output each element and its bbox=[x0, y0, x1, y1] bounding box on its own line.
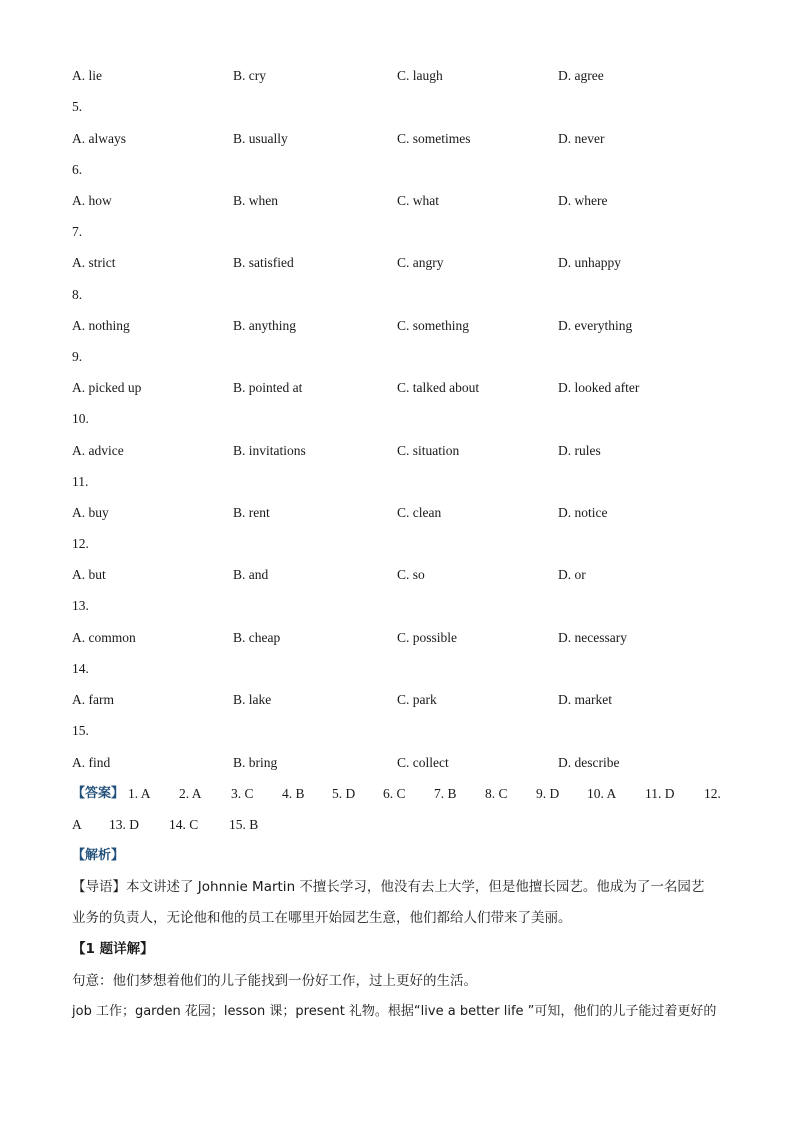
analysis-tag: 【解析】 bbox=[72, 848, 125, 863]
answer-key-line-1 bbox=[72, 783, 732, 805]
detail-heading: 【1 题详解】 bbox=[72, 941, 154, 957]
option-d: D. describe bbox=[558, 755, 620, 770]
option-b: B. cheap bbox=[233, 630, 281, 645]
question-6-options bbox=[0, 191, 680, 211]
option-d: D. unhappy bbox=[558, 255, 621, 270]
answer-item: 3. C bbox=[231, 786, 254, 801]
option-b: B. usually bbox=[233, 131, 288, 146]
option-d: D. notice bbox=[558, 505, 608, 520]
question-number: 13. bbox=[72, 598, 89, 613]
answer-item: 10. A bbox=[587, 786, 617, 801]
option-a: A. find bbox=[72, 755, 111, 770]
question-9-options bbox=[0, 378, 680, 398]
question-number: 14. bbox=[72, 661, 89, 676]
intro-line-1 bbox=[72, 876, 704, 898]
option-c: C. talked about bbox=[397, 380, 480, 395]
detail-line-1: 句意：他们梦想着他们的儿子能找到一份好工作，过上更好的生活。 bbox=[72, 973, 477, 989]
option-c: C. laugh bbox=[397, 68, 443, 83]
option-c: C. sometimes bbox=[397, 131, 471, 146]
answer-item: 9. D bbox=[536, 786, 560, 801]
question-number: 11. bbox=[72, 474, 89, 489]
answer-item: 8. C bbox=[485, 786, 508, 801]
question-number: 5. bbox=[72, 99, 83, 114]
option-c: C. possible bbox=[397, 630, 458, 645]
option-d: D. rules bbox=[558, 443, 601, 458]
answer-item: 11. D bbox=[645, 786, 675, 801]
option-a: A. nothing bbox=[72, 318, 130, 333]
answer-item: 14. C bbox=[169, 817, 199, 832]
answer-item: 13. D bbox=[109, 817, 139, 832]
answer-item: 6. C bbox=[383, 786, 406, 801]
option-d: D. agree bbox=[558, 68, 604, 83]
question-11-options bbox=[0, 503, 680, 523]
option-b: B. anything bbox=[233, 318, 296, 333]
option-d: D. everything bbox=[558, 318, 633, 333]
option-d: D. necessary bbox=[558, 630, 627, 645]
option-a: A. picked up bbox=[72, 380, 142, 395]
option-d: D. where bbox=[558, 193, 608, 208]
intro-text: 本文讲述了 Johnnie Martin 不擅长学习，他没有去上大学，但是他擅长园艺。他成为了一名园艺 bbox=[126, 879, 705, 895]
option-a: A. strict bbox=[72, 255, 116, 270]
option-c: C. clean bbox=[397, 505, 442, 520]
option-c: C. what bbox=[397, 193, 439, 208]
question-number: 10. bbox=[72, 411, 89, 426]
option-d: D. or bbox=[558, 567, 586, 582]
question-number: 9. bbox=[72, 349, 83, 364]
question-number: 6. bbox=[72, 162, 83, 177]
answer-item: 15. B bbox=[229, 817, 259, 832]
option-a: A. farm bbox=[72, 692, 114, 707]
answer-item: 4. B bbox=[282, 786, 305, 801]
option-b: B. bring bbox=[233, 755, 278, 770]
answer-key-line-2 bbox=[72, 814, 372, 836]
question-number: 7. bbox=[72, 224, 83, 239]
question-15-options bbox=[0, 753, 680, 773]
option-b: B. and bbox=[233, 567, 269, 582]
question-10-options bbox=[0, 441, 680, 461]
option-a: A. but bbox=[72, 567, 106, 582]
intro-line-2: 业务的负责人，无论他和他的员工在哪里开始园艺生意，他们都给人们带来了美丽。 bbox=[72, 910, 572, 926]
option-b: B. when bbox=[233, 193, 278, 208]
option-a: A. always bbox=[72, 131, 126, 146]
intro-tag: 【导语】 bbox=[72, 879, 126, 895]
option-b: B. lake bbox=[233, 692, 272, 707]
question-12-options bbox=[0, 565, 680, 585]
option-b: B. rent bbox=[233, 505, 270, 520]
question-7-options bbox=[0, 253, 680, 273]
question-number: 12. bbox=[72, 536, 89, 551]
answer-item: 1. A bbox=[128, 786, 151, 801]
option-c: C. collect bbox=[397, 755, 449, 770]
option-a: A. advice bbox=[72, 443, 124, 458]
option-c: C. so bbox=[397, 567, 425, 582]
option-b: B. invitations bbox=[233, 443, 306, 458]
question-5-options bbox=[0, 129, 680, 149]
option-a: A. lie bbox=[72, 68, 102, 83]
detail-line-2: job 工作；garden 花园；lesson 课；present 礼物。根据“live a better life ”可知，他们的儿子能过着更好的 bbox=[72, 1004, 717, 1019]
option-c: C. situation bbox=[397, 443, 460, 458]
question-14-options bbox=[0, 690, 680, 710]
option-d: D. market bbox=[558, 692, 612, 707]
answer-item: 5. D bbox=[332, 786, 356, 801]
option-b: B. pointed at bbox=[233, 380, 303, 395]
question-number: 15. bbox=[72, 723, 89, 738]
question-8-options bbox=[0, 316, 680, 336]
option-c: C. angry bbox=[397, 255, 444, 270]
option-c: C. park bbox=[397, 692, 437, 707]
question-number: 8. bbox=[72, 287, 83, 302]
option-a: A. buy bbox=[72, 505, 109, 520]
answer-item: 2. A bbox=[179, 786, 202, 801]
option-d: D. looked after bbox=[558, 380, 640, 395]
answer-item: 12. bbox=[704, 786, 721, 801]
option-b: B. satisfied bbox=[233, 255, 294, 270]
answer-tag: 【答案】 bbox=[72, 786, 125, 801]
option-b: B. cry bbox=[233, 68, 266, 83]
option-a: A. common bbox=[72, 630, 136, 645]
option-d: D. never bbox=[558, 131, 605, 146]
answer-item: 7. B bbox=[434, 786, 457, 801]
option-a: A. how bbox=[72, 193, 112, 208]
question-4-options bbox=[0, 66, 680, 86]
question-13-options bbox=[0, 628, 680, 648]
option-c: C. something bbox=[397, 318, 470, 333]
answer-item: A bbox=[72, 817, 82, 832]
